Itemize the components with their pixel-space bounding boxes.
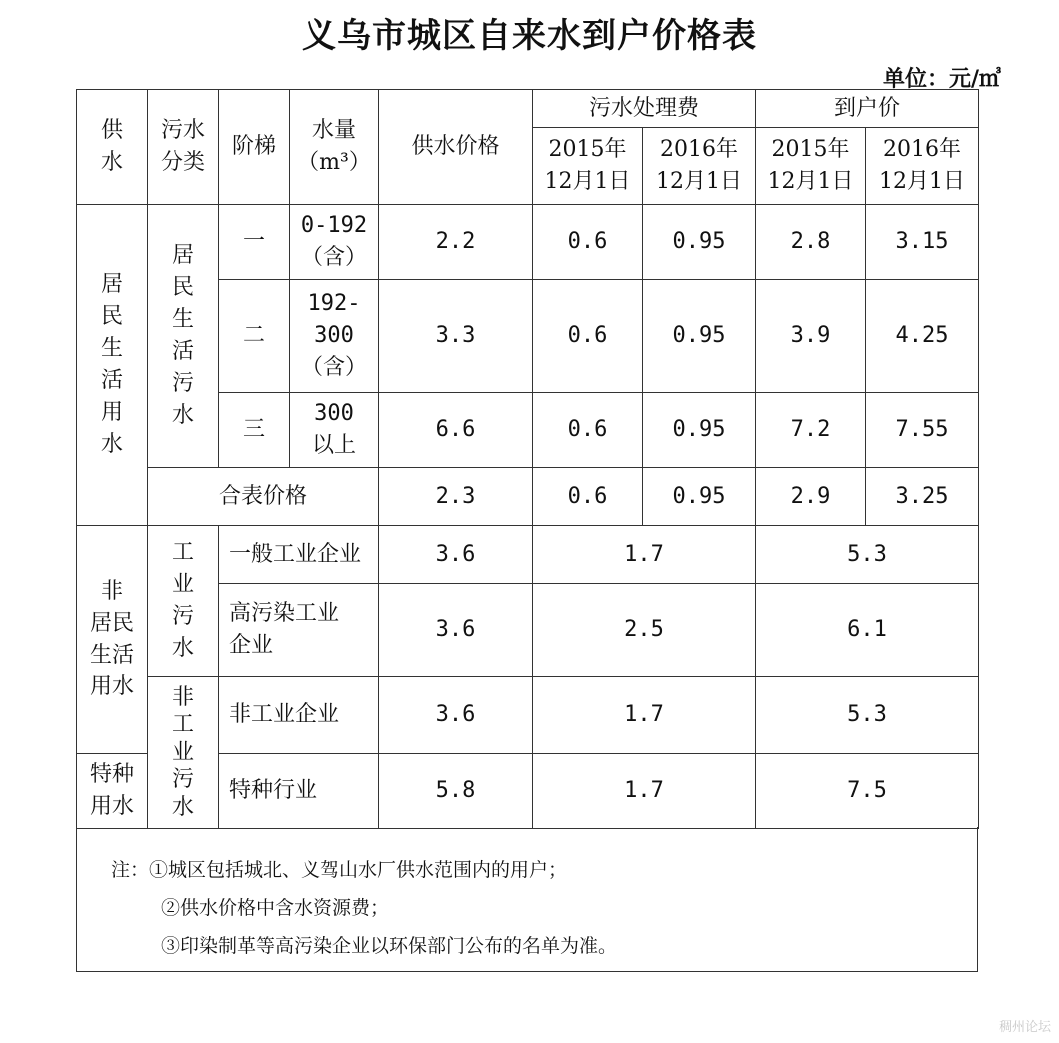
- price-cell: 6.6: [379, 393, 533, 468]
- home-cell: 5.3: [756, 677, 979, 754]
- fee-cell: 1.7: [533, 754, 756, 829]
- home-cell: 5.3: [756, 526, 979, 584]
- header-volume: 水量 （m³）: [290, 90, 379, 205]
- fee-2016-cell: 0.95: [643, 280, 756, 393]
- header-tier: 阶梯: [219, 90, 290, 205]
- price-cell: 3.6: [379, 584, 533, 677]
- home-cell: 6.1: [756, 584, 979, 677]
- page-title: 义乌市城区自来水到户价格表: [302, 16, 757, 56]
- home-2016-cell: 3.25: [866, 468, 979, 526]
- fee-2016-cell: 0.95: [643, 468, 756, 526]
- price-table: [76, 89, 979, 829]
- header-sewage-type: 污水 分类: [148, 90, 219, 205]
- header-supply: 供 水: [77, 90, 148, 205]
- home-2015-cell: 2.9: [756, 468, 866, 526]
- note-1: 注：①城区包括城北、义驾山水厂供水范围内的用户；: [111, 859, 568, 881]
- tier-cell: 一: [219, 205, 290, 280]
- volume-cell: 192- 300 （含）: [290, 280, 379, 393]
- fee-2015-cell: 0.6: [533, 280, 643, 393]
- unit-label: 单位：元/㎥: [882, 67, 1001, 92]
- volume-cell: 300 以上: [290, 393, 379, 468]
- price-cell: 2.2: [379, 205, 533, 280]
- volume-cell: 0-192 （含）: [290, 205, 379, 280]
- note-2: ②供水价格中含水资源费；: [161, 897, 390, 919]
- fee-2015-cell: 0.6: [533, 468, 643, 526]
- fee-cell: 1.7: [533, 677, 756, 754]
- category-cell: 一般工业企业: [219, 526, 379, 584]
- home-2015-cell: 2.8: [756, 205, 866, 280]
- header-fee-2016: 2016年 12月1日: [643, 128, 756, 205]
- fee-2015-cell: 0.6: [533, 393, 643, 468]
- fee-2016-cell: 0.95: [643, 205, 756, 280]
- non-residential-supply-label: 非 居民 生活 用水: [77, 526, 148, 754]
- price-cell: 5.8: [379, 754, 533, 829]
- header-price: 供水价格: [379, 90, 533, 205]
- industrial-sewage-label: 工 业 污 水: [148, 526, 219, 677]
- home-2016-cell: 7.55: [866, 393, 979, 468]
- header-delivered-price: 到户价: [756, 90, 979, 128]
- residential-supply-label: 居 民 生 活 用 水: [77, 205, 148, 526]
- home-2016-cell: 4.25: [866, 280, 979, 393]
- fee-cell: 2.5: [533, 584, 756, 677]
- category-cell: 非工业企业: [219, 677, 379, 754]
- home-2015-cell: 7.2: [756, 393, 866, 468]
- fee-cell: 1.7: [533, 526, 756, 584]
- header-fee-2015: 2015年 12月1日: [533, 128, 643, 205]
- header-home-2015: 2015年 12月1日: [756, 128, 866, 205]
- header-home-2016: 2016年 12月1日: [866, 128, 979, 205]
- price-cell: 2.3: [379, 468, 533, 526]
- price-cell: 3.6: [379, 677, 533, 754]
- combined-label: 合表价格: [148, 468, 379, 526]
- tier-cell: 三: [219, 393, 290, 468]
- fee-2016-cell: 0.95: [643, 393, 756, 468]
- category-cell: 特种行业: [219, 754, 379, 829]
- price-cell: 3.3: [379, 280, 533, 393]
- residential-sewage-label: 居 民 生 活 污 水: [148, 205, 219, 468]
- special-supply-label: 特种 用水: [77, 754, 148, 829]
- notes-box: [76, 827, 978, 972]
- home-cell: 7.5: [756, 754, 979, 829]
- forum-watermark: 稠州论坛: [998, 1020, 1051, 1035]
- tier-cell: 二: [219, 280, 290, 393]
- home-2015-cell: 3.9: [756, 280, 866, 393]
- note-3: ③印染制革等高污染企业以环保部门公布的名单为准。: [161, 935, 618, 957]
- price-cell: 3.6: [379, 526, 533, 584]
- header-sewage-fee: 污水处理费: [533, 90, 756, 128]
- non-industrial-sewage-label: 非 工 业 污 水: [148, 677, 219, 829]
- category-cell: 高污染工业 企业: [219, 584, 379, 677]
- home-2016-cell: 3.15: [866, 205, 979, 280]
- fee-2015-cell: 0.6: [533, 205, 643, 280]
